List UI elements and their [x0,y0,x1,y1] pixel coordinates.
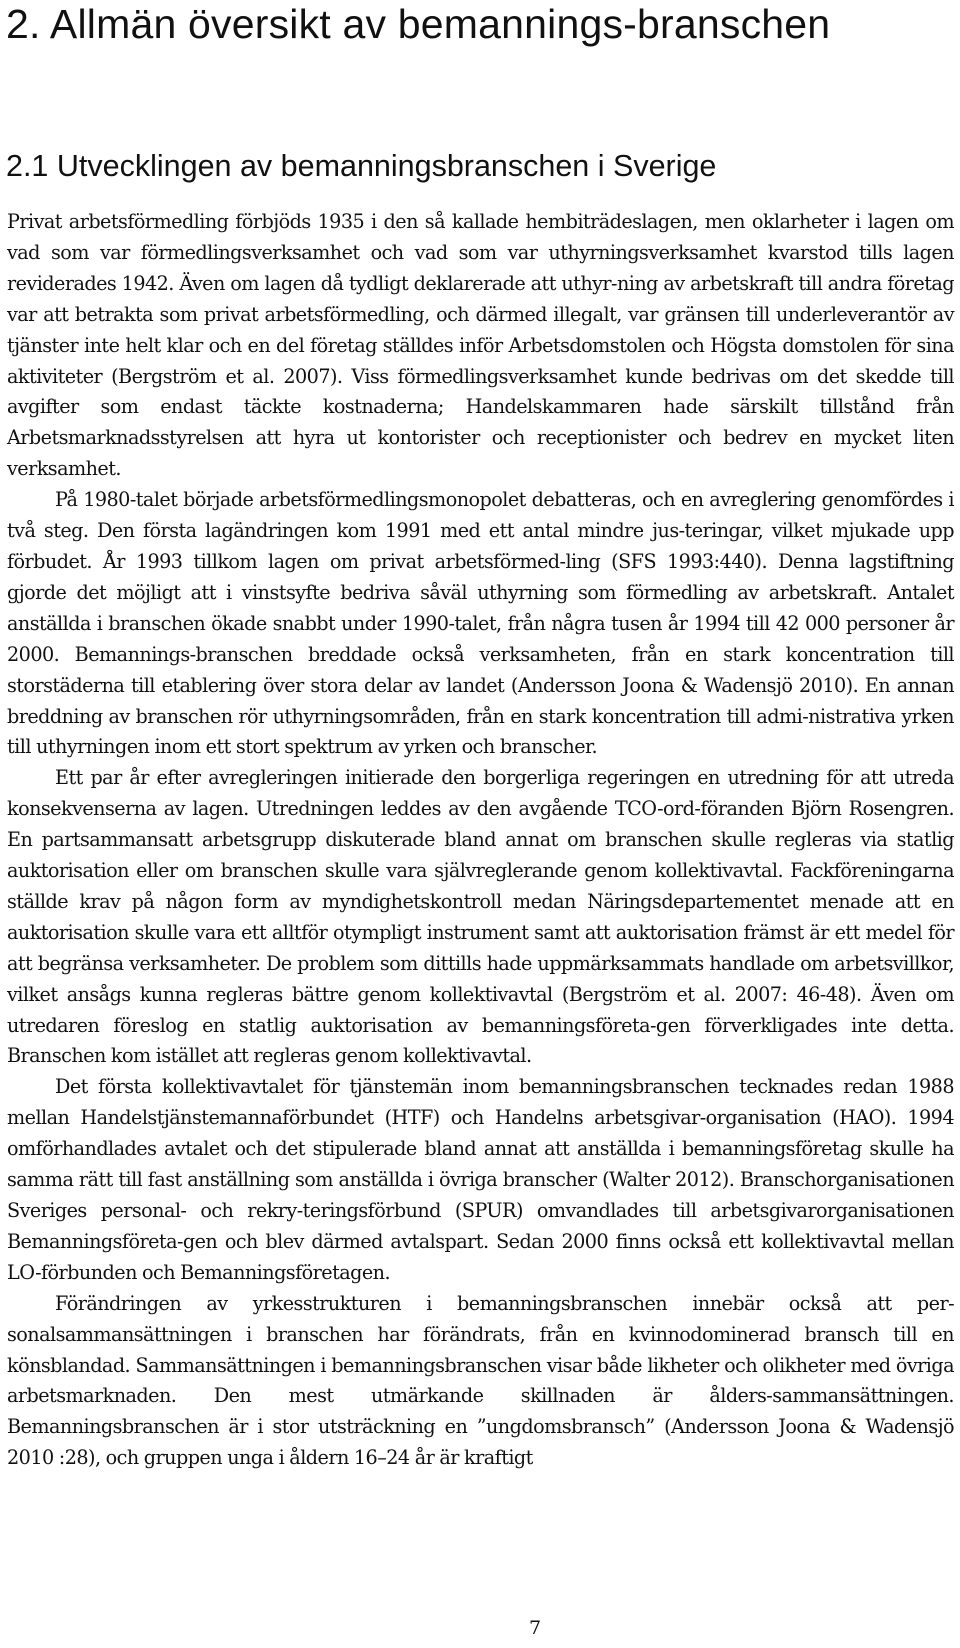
paragraph: Privat arbetsförmedling förbjöds 1935 i den så kallade hembiträdeslagen, men oklarheter i lagen om vad som var förmedlingsverksamhet och vad som var uthyrningsverksamhet kvarstod tills lagen reviderades 1942. Även om lagen då tydligt deklarerade att uthyr-ning av arbetskraft till andra företag var att betrakta som privat arbetsförmedling, och därmed illegalt, var gränsen till underleverantör av tjänster inte helt klar och en del företag ställdes inför Arbetsdomstolen och Högsta domstolen för sina aktiviteter (Bergström et al. 2007). Viss förmedlingsverksamhet kunde bedrivas om det skedde till avgifter som endast täckte kostnaderna; Handelskammaren hade särskilt tillstånd från Arbetsmarknadsstyrelsen att hyra ut kontorister och receptionister och bedrev en mycket liten verksamhet. [7,210,954,481]
chapter-title: 2. Allmän översikt av bemannings-branschen [6,1,831,47]
paragraph: På 1980-talet började arbetsförmedlingsmonopolet debatteras, och en avreglering genomfördes i två steg. Den första lagändringen kom 1991 med ett antal mindre jus-teringar, vilket mjukade upp förbudet. År 1993 tillkom lagen om privat arbetsförmed-ling (SFS 1993:440). Denna lagstiftning gjorde det möjligt att i vinstsyfte bedriva såväl uthyrning som förmedling av arbetskraft. Antalet anställda i branschen ökade snabbt under 1990-talet, från några tusen år 1994 till 42 000 personer år 2000. Bemannings-branschen breddade också verksamheten, från en stark koncentration till storstäderna till etablering över stora delar av landet (Andersson Joona & Wadensjö 2010). En annan breddning av branschen rör uthyrningsområden, från en stark koncentration till admi-nistrativa yrken till uthyrningen inom ett stort spektrum av yrken och branscher. [7,488,954,759]
paragraph: Ett par år efter avregleringen initierade den borgerliga regeringen en utredning för att utreda konsekvenserna av lagen. Utredningen leddes av den avgående TCO-ord-föranden Björn Rosengren. En partsammansatt arbetsgrupp diskuterade bland annat om branschen skulle regleras via statlig auktorisation eller om branschen skulle vara självreglerande genom kollektivavtal. Fackföreningarna ställde krav på någon form av myndighetskontroll medan Näringsdepartementet menade att en auktorisation skulle vara ett alltför otympligt instrument samt att auktorisation främst är ett medel för att begränsa verksamheter. De problem som dittills hade uppmärksammats handlade om arbetsvillkor, vilket ansågs kunna regleras bättre genom kollektivavtal (Bergström et al. 2007: 46-48). Även om utredaren föreslog en statlig auktorisation av bemanningsföreta-gen förverkligades inte detta. Branschen kom istället att regleras genom kollektivavtal. [7,766,954,1068]
paragraph: Det första kollektivavtalet för tjänstemän inom bemanningsbranschen tecknades redan 1988 mellan Handelstjänstemannaförbundet (HTF) och Handelns arbetsgivar-organisation (HAO). 1994 omförhandlades avtalet och det stipulerade bland annat att anställda i bemanningsföretag skulle ha samma rätt till fast anställning som anställda i övriga branscher (Walter 2012). Branschorganisationen Sveriges personal- och rekry-teringsförbund (SPUR) omvandlades till arbetsgivarorganisationen Bemanningsföreta-gen och blev därmed avtalspart. Sedan 2000 finns också ett kollektivavtal mellan LO-förbunden och Bemanningsföretagen. [7,1075,954,1284]
body-text [7,207,954,1474]
page-number: 7 [528,1617,542,1639]
paragraph: Förändringen av yrkesstrukturen i bemanningsbranschen innebär också att per-sonalsammansättningen i branschen har förändrats, från en kvinnodominerad bransch till en könsblandad. Sammansättningen i bemanningsbranschen visar både likheter och olikheter med övriga arbetsmarknaden. Den mest utmärkande skillnaden är ålders-sammansättningen. Bemanningsbranschen är i stor utsträckning en ”ungdomsbransch” (Andersson Joona & Wadensjö 2010 :28), och gruppen unga i åldern 16–24 år är kraftigt [7,1291,954,1470]
section-title: 2.1 Utvecklingen av bemanningsbranschen i Sverige [6,149,717,183]
